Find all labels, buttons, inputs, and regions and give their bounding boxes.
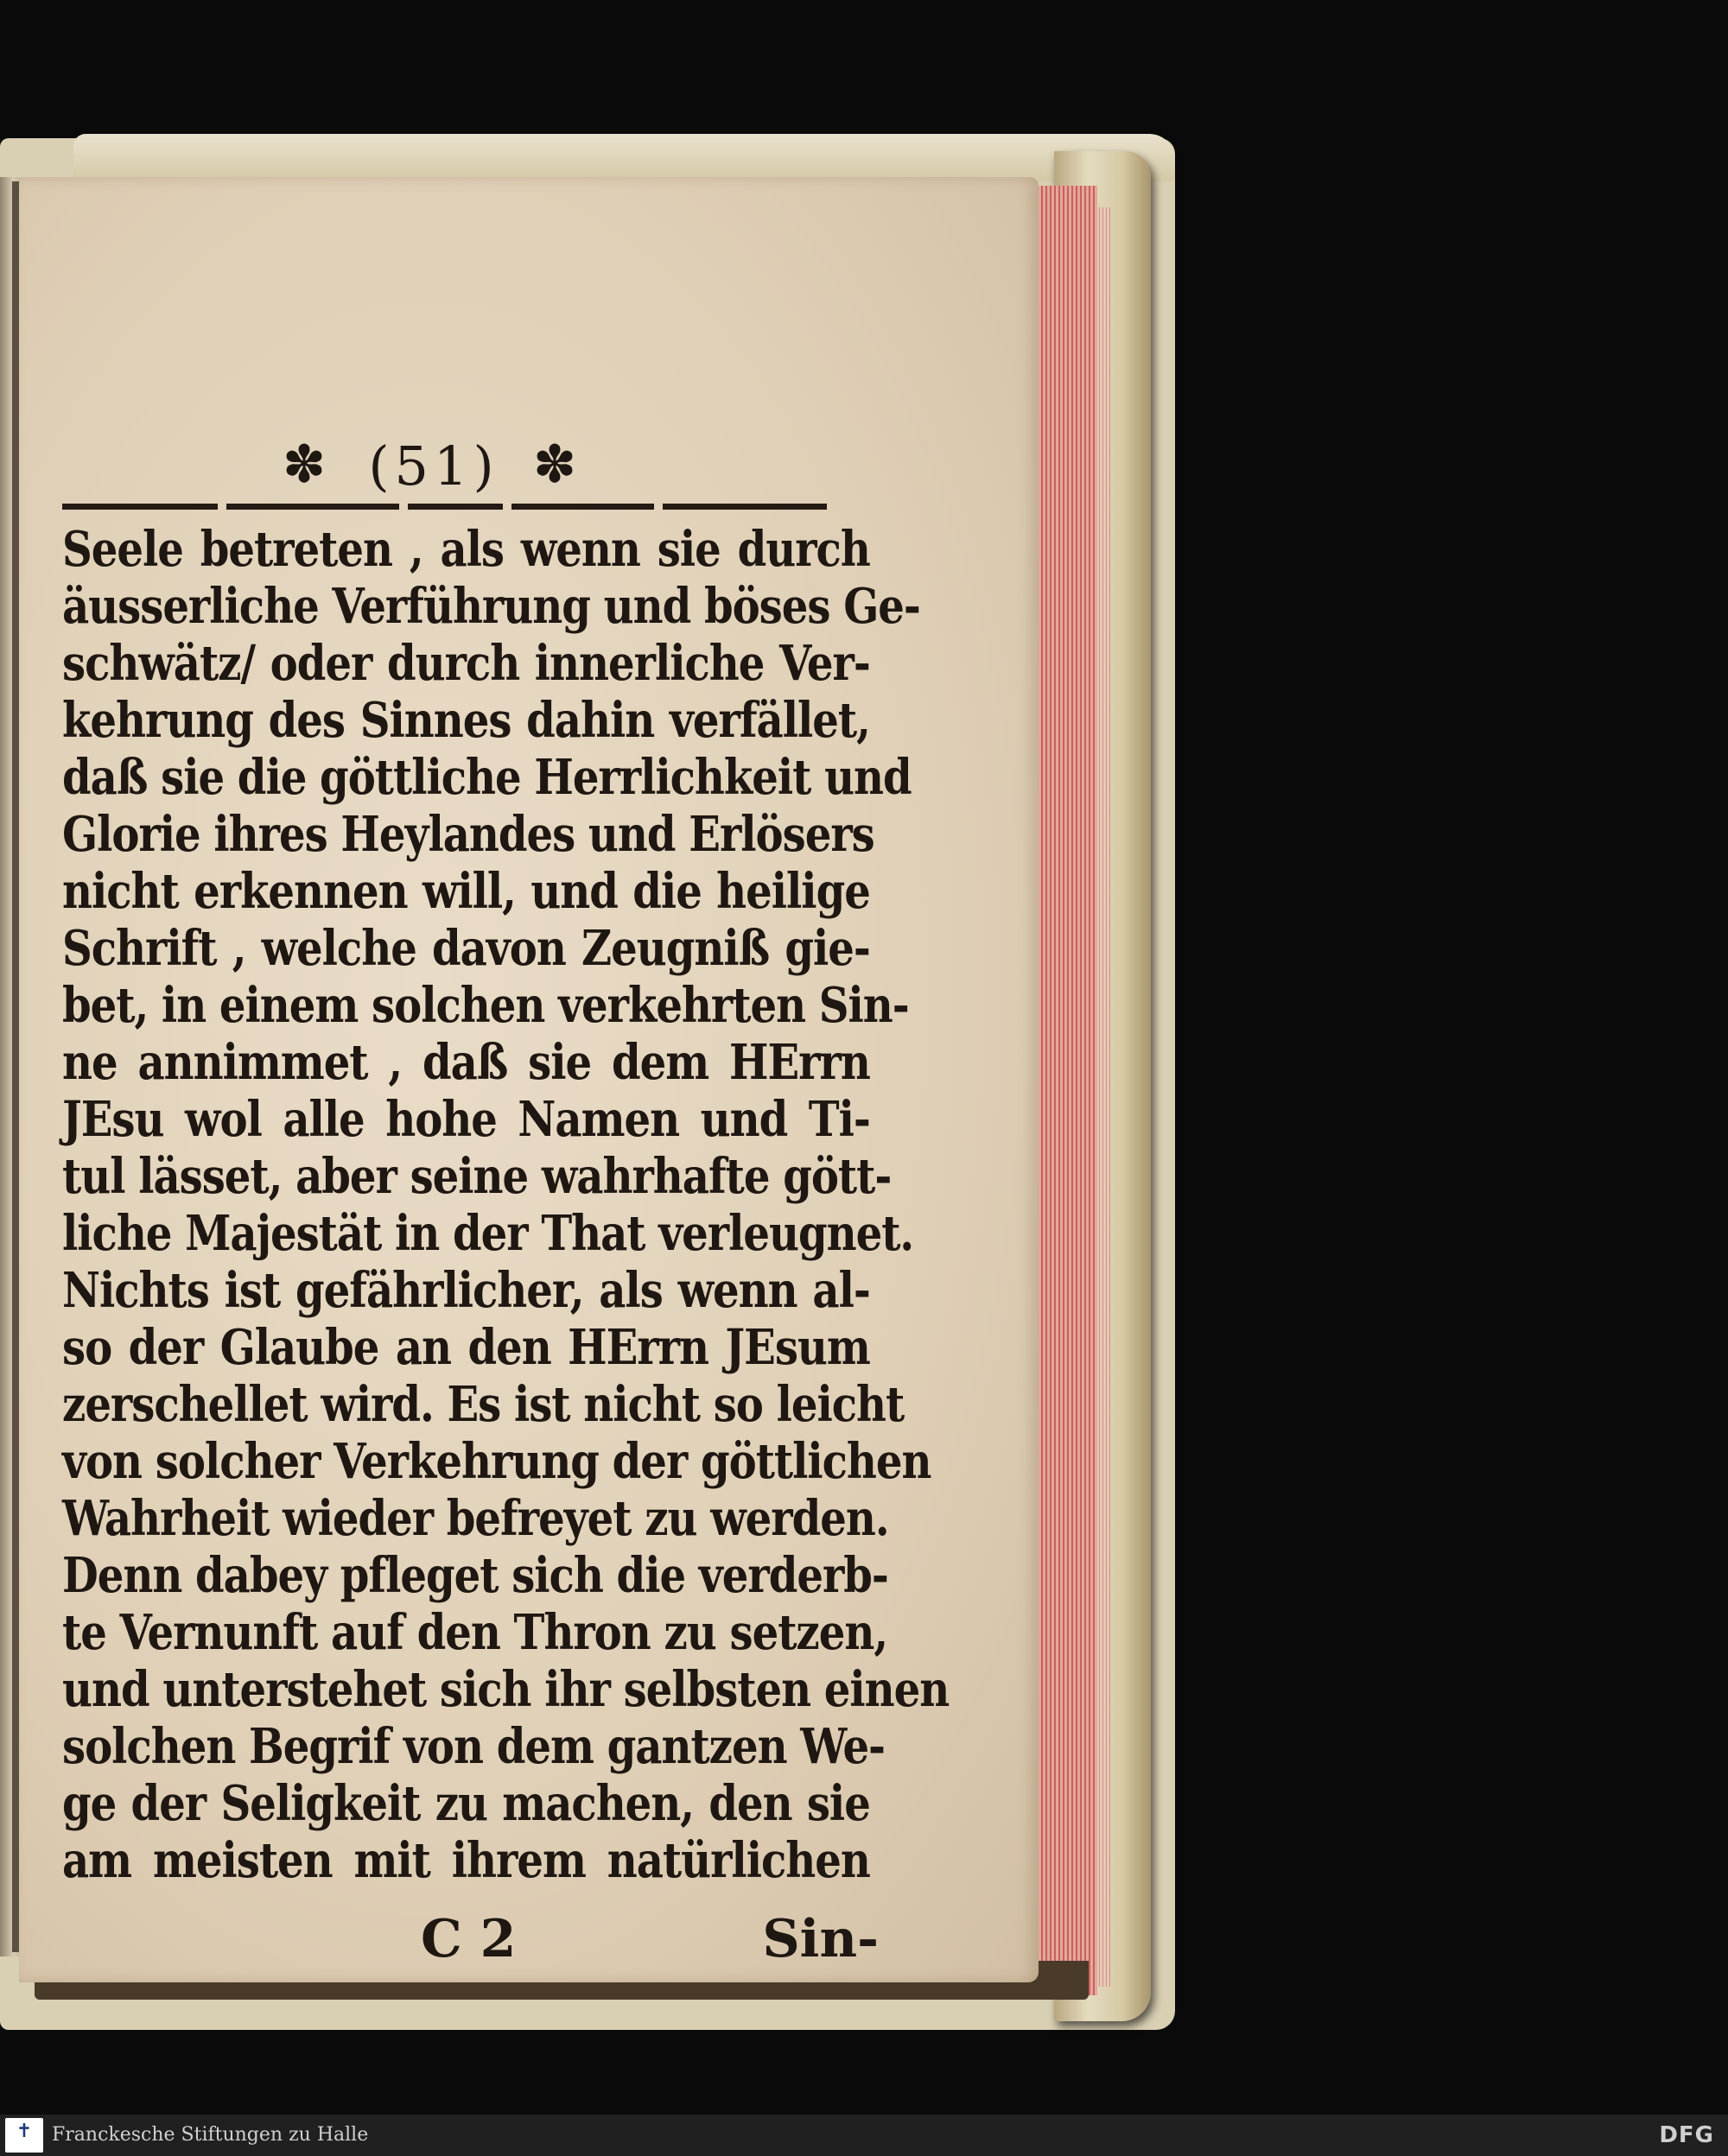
- text-line: Seele betreten , als wenn sie durch: [62, 521, 870, 578]
- text-line: Glorie ihres Heylandes und Erlösers: [62, 806, 874, 863]
- text-line: äusserliche Verführung und böses Ge-: [62, 578, 920, 635]
- dfg-logo: DFG: [1659, 2122, 1714, 2148]
- text-line: ne annimmet , daß sie dem HErrn: [62, 1034, 870, 1091]
- text-line: und unterstehet sich ihr selbsten einen: [62, 1661, 950, 1718]
- text-line: am meisten mit ihrem natürlichen: [62, 1832, 870, 1889]
- text-line: so der Glaube an den HErrn JEsum: [62, 1319, 870, 1376]
- text-line: JEsu wol alle hohe Namen und Ti-: [62, 1091, 870, 1148]
- rule-segment: [663, 504, 827, 510]
- text-line: bet, in einem solchen verkehrten Sin-: [62, 977, 909, 1034]
- text-line: daß sie die göttliche Herrlichkeit und: [62, 749, 912, 806]
- rule-segment: [62, 504, 218, 510]
- book-page: [19, 177, 1039, 1982]
- page-number: (51): [368, 434, 499, 498]
- head-rule: [62, 504, 827, 512]
- running-head: [270, 432, 598, 510]
- text-line: ge der Seligkeit zu machen, den sie: [62, 1775, 870, 1832]
- logo-emblem-icon: ✝: [16, 2121, 33, 2142]
- text-line: Nichts ist gefährlicher, als wenn al-: [62, 1262, 870, 1319]
- text-line: Denn dabey pfleget sich die verderb-: [62, 1547, 888, 1604]
- footer-credit: Franckesche Stiftungen zu Halle: [52, 2124, 369, 2146]
- ornament-left-icon: ✽: [282, 434, 327, 495]
- body-text: [62, 521, 950, 1889]
- text-line: liche Majestät in der That verleugnet.: [62, 1205, 914, 1262]
- footer-bar: [0, 2115, 1728, 2156]
- text-line: nicht erkennen will, und die heilige: [62, 863, 870, 920]
- text-line: von solcher Verkehrung der göttlichen: [62, 1433, 931, 1490]
- text-line: kehrung des Sinnes dahin verfället,: [62, 692, 870, 749]
- rule-segment: [226, 504, 399, 510]
- text-line: te Vernunft auf den Thron zu setzen,: [62, 1604, 888, 1661]
- text-line: schwätz/ oder durch innerliche Ver-: [62, 635, 870, 692]
- rule-segment: [511, 504, 654, 510]
- text-line: Schrift , welche davon Zeugniß gie-: [62, 920, 870, 977]
- text-line: tul lässet, aber seine wahrhafte gött-: [62, 1148, 892, 1205]
- text-line: solchen Begrif von dem gantzen We-: [62, 1718, 886, 1775]
- text-line: zerschellet wird. Es ist nicht so leicht: [62, 1376, 905, 1433]
- ornament-right-icon: ✽: [532, 434, 577, 495]
- catchword: Sin-: [762, 1909, 879, 1969]
- cover-top-edge: [73, 134, 1175, 181]
- text-line: Wahrheit wieder befreyet zu werden.: [62, 1490, 889, 1547]
- rule-segment: [408, 504, 503, 510]
- signature-mark: C 2: [421, 1909, 517, 1969]
